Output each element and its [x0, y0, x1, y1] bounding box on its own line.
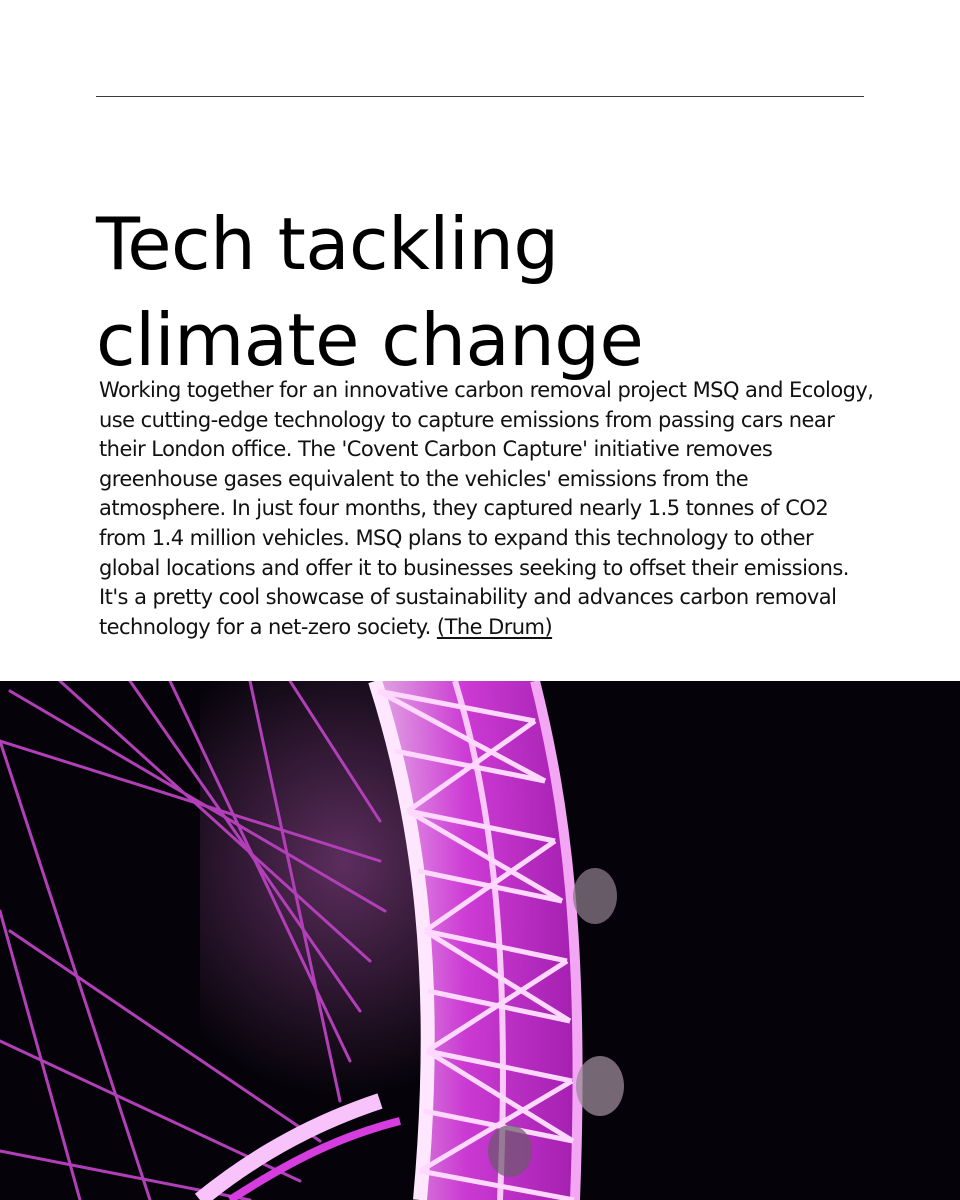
headline — [96, 196, 876, 388]
article-body — [99, 376, 879, 642]
ferris-wheel-photo — [0, 681, 960, 1200]
article-body-text: Working together for an innovative carbon removal project MSQ and Ecology, use cutting-edge technology to capture emissions from passing cars near their London office. The 'Covent Carbon Capture' initiative removes greenhouse gases equivalent to the vehicles' emissions from the atmosphere. In just four months, they captured nearly 1.5 tonnes of CO2 from 1.4 million vehicles. MSQ plans to expand this technology to other global locations and offer it to businesses seeking to offset their emissions. It's a pretty cool showcase of sustainability and advances carbon removal technology for a net-zero society. — [99, 378, 874, 639]
top-divider — [96, 96, 864, 97]
headline-line-2: climate change — [96, 298, 644, 382]
headline-line-1: Tech tackling — [96, 202, 559, 286]
source-link[interactable]: (The Drum) — [436, 614, 553, 639]
ferris-wheel-illustration — [0, 681, 960, 1200]
